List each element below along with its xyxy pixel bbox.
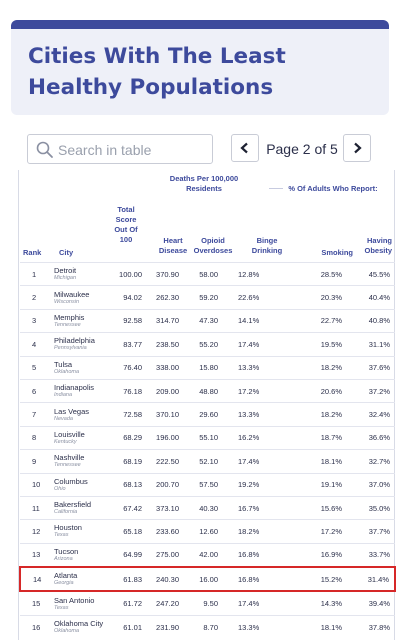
city-state: Georgia bbox=[54, 580, 74, 587]
col-header-smoking[interactable]: Smoking bbox=[321, 248, 353, 257]
opioid-cell: 47.30 bbox=[186, 309, 226, 332]
rank-cell: 14 bbox=[20, 567, 54, 591]
opioid-cell: 55.10 bbox=[186, 426, 226, 449]
city-state: Arizona bbox=[54, 555, 73, 562]
opioid-cell: 15.80 bbox=[186, 356, 226, 379]
city-name: San Antonio bbox=[54, 595, 95, 605]
header-group-deaths: Deaths Per 100,000 Residents bbox=[169, 174, 239, 193]
smoking-cell: 20.6% bbox=[280, 379, 346, 402]
table-row[interactable] bbox=[20, 543, 395, 567]
binge-cell: 16.2% bbox=[226, 426, 280, 449]
score-cell: 61.83 bbox=[110, 567, 146, 591]
table-row[interactable] bbox=[20, 263, 395, 286]
smoking-cell: 28.5% bbox=[280, 263, 346, 286]
table-row[interactable] bbox=[20, 403, 395, 426]
city-state: Texas bbox=[54, 532, 69, 539]
rank-cell: 7 bbox=[20, 403, 54, 426]
binge-cell: 13.3% bbox=[226, 403, 280, 426]
city-cell bbox=[54, 567, 110, 591]
city-name: Oklahoma City bbox=[54, 619, 104, 629]
obesity-cell: 37.0% bbox=[346, 473, 395, 496]
obesity-cell: 36.6% bbox=[346, 426, 395, 449]
city-state: Texas bbox=[54, 604, 69, 611]
obesity-cell: 33.7% bbox=[346, 543, 395, 567]
city-state: Oklahoma bbox=[54, 368, 80, 375]
city-name: Detroit bbox=[54, 266, 77, 276]
score-cell: 61.01 bbox=[110, 615, 146, 638]
table-row[interactable] bbox=[20, 333, 395, 356]
city-name: Tucson bbox=[54, 546, 79, 556]
col-header-heart[interactable]: Heart Disease bbox=[158, 236, 188, 255]
smoking-cell: 19.5% bbox=[280, 333, 346, 356]
obesity-cell: 32.4% bbox=[346, 403, 395, 426]
opioid-cell: 40.30 bbox=[186, 496, 226, 519]
opioid-cell: 29.60 bbox=[186, 403, 226, 426]
opioid-cell: 58.00 bbox=[186, 263, 226, 286]
city-name: Indianapolis bbox=[54, 383, 95, 393]
city-cell bbox=[54, 403, 110, 426]
heart-disease-cell: 314.70 bbox=[146, 309, 186, 332]
heart-disease-cell: 262.30 bbox=[146, 286, 186, 309]
city-name: Philadelphia bbox=[54, 336, 95, 346]
rank-cell: 6 bbox=[20, 379, 54, 402]
opioid-cell: 8.70 bbox=[186, 615, 226, 638]
heart-disease-cell: 373.10 bbox=[146, 496, 186, 519]
city-name: Atlanta bbox=[54, 571, 78, 581]
opioid-cell: 48.80 bbox=[186, 379, 226, 402]
search-icon bbox=[35, 140, 55, 160]
city-cell bbox=[54, 263, 110, 286]
binge-cell: 16.8% bbox=[226, 567, 280, 591]
smoking-cell: 20.3% bbox=[280, 286, 346, 309]
obesity-cell: 39.4% bbox=[346, 591, 395, 615]
city-state: Pennsylvania bbox=[54, 345, 87, 352]
rank-cell: 11 bbox=[20, 496, 54, 519]
obesity-cell: 37.2% bbox=[346, 379, 395, 402]
heart-disease-cell: 200.70 bbox=[146, 473, 186, 496]
city-cell bbox=[54, 543, 110, 567]
page-title: Cities With The Least Healthy Populations bbox=[28, 44, 286, 100]
heart-disease-cell: 238.50 bbox=[146, 333, 186, 356]
rank-cell: 4 bbox=[20, 333, 54, 356]
heart-disease-cell: 222.50 bbox=[146, 450, 186, 473]
table-row[interactable] bbox=[20, 286, 395, 309]
smoking-cell: 18.2% bbox=[280, 356, 346, 379]
smoking-cell: 15.6% bbox=[280, 496, 346, 519]
heart-disease-cell: 275.00 bbox=[146, 543, 186, 567]
col-header-rank[interactable]: Rank bbox=[23, 248, 42, 257]
score-cell: 61.72 bbox=[110, 591, 146, 615]
rank-cell: 9 bbox=[20, 450, 54, 473]
page-indicator: Page 2 of 5 bbox=[266, 141, 338, 157]
table-row[interactable] bbox=[20, 426, 395, 449]
heart-disease-cell: 370.10 bbox=[146, 403, 186, 426]
city-name: Milwaukee bbox=[54, 289, 90, 299]
rank-cell: 10 bbox=[20, 473, 54, 496]
score-cell: 72.58 bbox=[110, 403, 146, 426]
heart-disease-cell: 247.20 bbox=[146, 591, 186, 615]
table-body bbox=[19, 262, 396, 638]
city-cell bbox=[54, 615, 110, 638]
smoking-cell: 16.9% bbox=[280, 543, 346, 567]
obesity-cell: 37.7% bbox=[346, 520, 395, 543]
smoking-cell: 15.2% bbox=[280, 567, 346, 591]
smoking-cell: 14.3% bbox=[280, 591, 346, 615]
table-row[interactable] bbox=[20, 473, 395, 496]
city-state: Tennessee bbox=[54, 321, 81, 328]
heart-disease-cell: 209.00 bbox=[146, 379, 186, 402]
city-name: Bakersfield bbox=[54, 500, 92, 510]
city-cell bbox=[54, 286, 110, 309]
data-table bbox=[18, 170, 395, 640]
heart-disease-cell: 231.90 bbox=[146, 615, 186, 638]
table-row[interactable] bbox=[20, 615, 395, 638]
col-header-obesity[interactable]: Having Obesity bbox=[364, 236, 392, 255]
city-state: Tennessee bbox=[54, 462, 81, 469]
binge-cell: 13.3% bbox=[226, 615, 280, 638]
smoking-cell: 18.1% bbox=[280, 615, 346, 638]
city-state: Nevada bbox=[54, 415, 73, 422]
col-header-binge[interactable]: Binge Drinking bbox=[251, 236, 283, 255]
col-header-opioid[interactable]: Opioid Overdoses bbox=[193, 236, 233, 255]
score-cell: 68.13 bbox=[110, 473, 146, 496]
city-cell bbox=[54, 520, 110, 543]
rank-cell: 16 bbox=[20, 615, 54, 638]
obesity-cell: 45.5% bbox=[346, 263, 395, 286]
city-cell bbox=[54, 496, 110, 519]
city-state: Oklahoma bbox=[54, 628, 80, 635]
rank-cell: 1 bbox=[20, 263, 54, 286]
city-name: Houston bbox=[54, 523, 82, 533]
city-state: Michigan bbox=[54, 275, 77, 282]
binge-cell: 19.2% bbox=[226, 473, 280, 496]
binge-cell: 17.4% bbox=[226, 591, 280, 615]
score-cell: 94.02 bbox=[110, 286, 146, 309]
smoking-cell: 18.7% bbox=[280, 426, 346, 449]
city-state: Indiana bbox=[54, 392, 73, 399]
binge-cell: 16.8% bbox=[226, 543, 280, 567]
opioid-cell: 12.60 bbox=[186, 520, 226, 543]
table-row[interactable] bbox=[20, 356, 395, 379]
binge-cell: 17.4% bbox=[226, 333, 280, 356]
smoking-cell: 22.7% bbox=[280, 309, 346, 332]
table-row-highlighted[interactable] bbox=[20, 567, 395, 591]
prev-page-button[interactable] bbox=[231, 134, 259, 162]
score-cell: 83.77 bbox=[110, 333, 146, 356]
score-cell: 76.18 bbox=[110, 379, 146, 402]
obesity-cell: 37.8% bbox=[346, 615, 395, 638]
obesity-cell: 40.8% bbox=[346, 309, 395, 332]
city-name: Louisville bbox=[54, 429, 85, 439]
smoking-cell: 18.1% bbox=[280, 450, 346, 473]
city-cell bbox=[54, 356, 110, 379]
opioid-cell: 9.50 bbox=[186, 591, 226, 615]
opioid-cell: 59.20 bbox=[186, 286, 226, 309]
smoking-cell: 18.2% bbox=[280, 403, 346, 426]
search-box[interactable] bbox=[27, 134, 213, 164]
binge-cell: 16.7% bbox=[226, 496, 280, 519]
score-cell: 68.19 bbox=[110, 450, 146, 473]
city-state: Wisconsin bbox=[54, 298, 80, 305]
score-cell: 76.40 bbox=[110, 356, 146, 379]
city-cell bbox=[54, 426, 110, 449]
heart-disease-cell: 370.90 bbox=[146, 263, 186, 286]
opioid-cell: 52.10 bbox=[186, 450, 226, 473]
obesity-cell: 32.7% bbox=[346, 450, 395, 473]
rank-cell: 5 bbox=[20, 356, 54, 379]
city-cell bbox=[54, 333, 110, 356]
heart-disease-cell: 233.60 bbox=[146, 520, 186, 543]
table-row[interactable] bbox=[20, 520, 395, 543]
city-name: Las Vegas bbox=[54, 406, 90, 416]
search-input[interactable] bbox=[56, 138, 210, 162]
city-name: Memphis bbox=[54, 312, 85, 322]
city-name: Tulsa bbox=[54, 359, 73, 369]
binge-cell: 18.2% bbox=[226, 520, 280, 543]
binge-cell: 12.8% bbox=[226, 263, 280, 286]
obesity-cell: 40.4% bbox=[346, 286, 395, 309]
opioid-cell: 42.00 bbox=[186, 543, 226, 567]
city-name: Columbus bbox=[54, 476, 88, 486]
chevron-right-icon bbox=[351, 142, 363, 154]
table-row[interactable] bbox=[20, 309, 395, 332]
city-name: Nashville bbox=[54, 453, 85, 463]
score-cell: 100.00 bbox=[110, 263, 146, 286]
binge-cell: 17.2% bbox=[226, 379, 280, 402]
rank-cell: 12 bbox=[20, 520, 54, 543]
score-cell: 92.58 bbox=[110, 309, 146, 332]
city-state: California bbox=[54, 509, 78, 516]
binge-cell: 14.1% bbox=[226, 309, 280, 332]
smoking-cell: 19.1% bbox=[280, 473, 346, 496]
score-cell: 67.42 bbox=[110, 496, 146, 519]
table-row[interactable] bbox=[20, 496, 395, 519]
opioid-cell: 55.20 bbox=[186, 333, 226, 356]
score-cell: 65.18 bbox=[110, 520, 146, 543]
heart-disease-cell: 338.00 bbox=[146, 356, 186, 379]
city-state: Kentucky bbox=[54, 438, 77, 445]
smoking-cell: 17.2% bbox=[280, 520, 346, 543]
opioid-cell: 16.00 bbox=[186, 567, 226, 591]
heart-disease-cell: 196.00 bbox=[146, 426, 186, 449]
city-cell bbox=[54, 473, 110, 496]
score-cell: 68.29 bbox=[110, 426, 146, 449]
header-rule bbox=[269, 188, 283, 189]
city-state: Ohio bbox=[54, 485, 66, 492]
opioid-cell: 57.50 bbox=[186, 473, 226, 496]
obesity-cell: 31.4% bbox=[346, 567, 395, 591]
binge-cell: 17.4% bbox=[226, 450, 280, 473]
binge-cell: 22.6% bbox=[226, 286, 280, 309]
table-row[interactable] bbox=[20, 379, 395, 402]
city-cell bbox=[54, 450, 110, 473]
heart-disease-cell: 240.30 bbox=[146, 567, 186, 591]
next-page-button[interactable] bbox=[343, 134, 371, 162]
rank-cell: 3 bbox=[20, 309, 54, 332]
city-cell bbox=[54, 591, 110, 615]
city-cell bbox=[54, 379, 110, 402]
col-header-city[interactable]: City bbox=[59, 248, 74, 257]
binge-cell: 13.3% bbox=[226, 356, 280, 379]
obesity-cell: 37.6% bbox=[346, 356, 395, 379]
chevron-left-icon bbox=[239, 142, 251, 154]
city-cell bbox=[54, 309, 110, 332]
table-row[interactable] bbox=[20, 591, 395, 615]
rank-cell: 2 bbox=[20, 286, 54, 309]
obesity-cell: 35.0% bbox=[346, 496, 395, 519]
rank-cell: 8 bbox=[20, 426, 54, 449]
obesity-cell: 31.1% bbox=[346, 333, 395, 356]
rank-cell: 13 bbox=[20, 543, 54, 567]
rank-cell: 15 bbox=[20, 591, 54, 615]
title-card bbox=[11, 20, 389, 115]
table-row[interactable] bbox=[20, 450, 395, 473]
score-cell: 64.99 bbox=[110, 543, 146, 567]
header-group-adults: % Of Adults Who Report: bbox=[288, 184, 378, 193]
col-header-score[interactable]: Total Score Out Of 100 bbox=[114, 205, 138, 244]
